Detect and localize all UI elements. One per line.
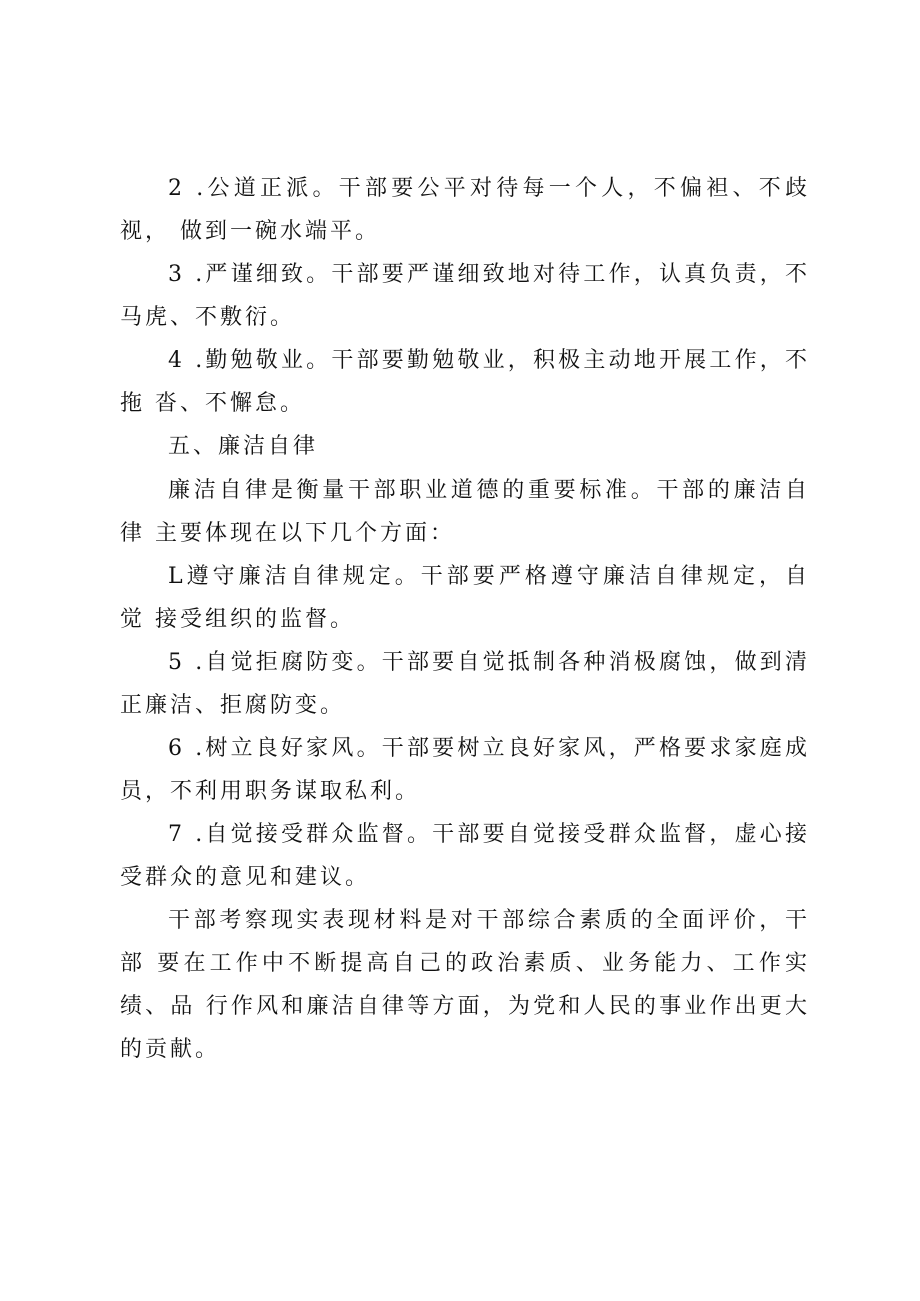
- paragraph-conclusion: 干部考察现实表现材料是对干部综合素质的全面评价，干部 要在工作中不断提高自己的政治素质、业务能力、工作实绩、品 行作风和廉洁自律等方面，为党和人民的事业作出更大的贡献。: [120, 908, 810, 1062]
- paragraph-family: 6 .树立良好家风。干部要树立良好家风，严格要求家庭成员，不利用职务谋取私利。: [120, 736, 810, 804]
- paragraph-diligence: 4 .勤勉敬业。干部要勤勉敬业，积极主动地开展工作，不拖 沓、不懈怠。: [120, 348, 810, 416]
- paragraph-anti-corruption: 5 .自觉拒腐防变。干部要自觉抵制各种消极腐蚀，做到清正廉洁、拒腐防变。: [120, 650, 810, 718]
- paragraph-rules: L遵守廉洁自律规定。干部要严格遵守廉洁自律规定，自觉 接受组织的监督。: [120, 564, 810, 632]
- section-heading-integrity: 五、廉洁自律: [168, 434, 319, 459]
- paragraph-integrity-intro: 廉洁自律是衡量干部职业道德的重要标准。干部的廉洁自律 主要体现在以下几个方面：: [120, 478, 810, 546]
- paragraph-supervision: 7 .自觉接受群众监督。干部要自觉接受群众监督，虚心接受群众的意见和建议。: [120, 822, 810, 890]
- paragraph-integrity: 2 .公道正派。干部要公平对待每一个人，不偏袒、不歧视， 做到一碗水端平。: [120, 176, 810, 244]
- paragraph-rigor: 3 .严谨细致。干部要严谨细致地对待工作，认真负责，不马虎、不敷衍。: [120, 262, 810, 330]
